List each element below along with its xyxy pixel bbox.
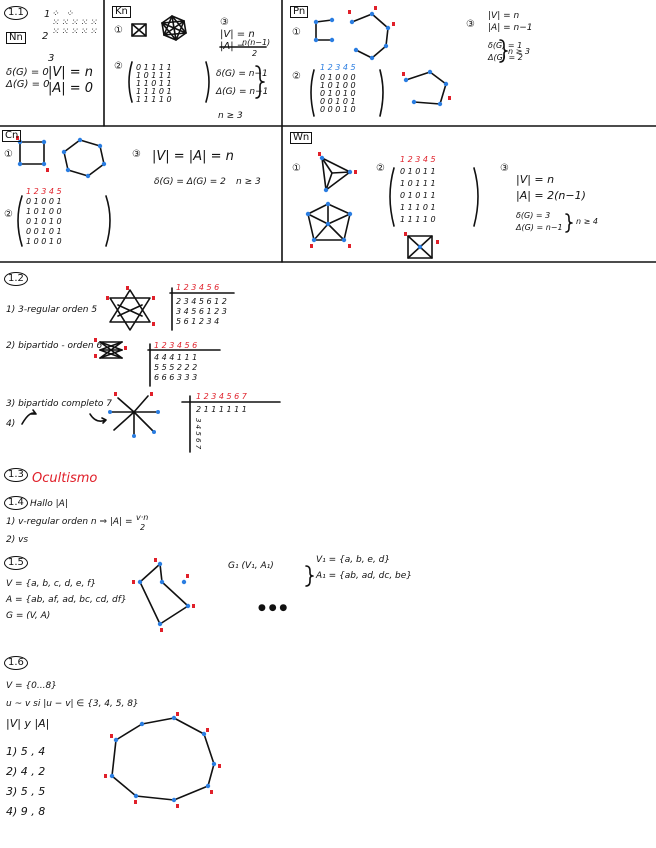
section-1-2-badge: 1.2 [4,272,28,286]
s16-answer-2: 2) 4 , 2 [6,765,46,778]
pn-matrix-row-4: 0 0 1 0 1 [320,97,356,106]
pn-delta-max: Δ(G) = 2 [488,53,523,62]
w6-graph [308,204,350,240]
pn-matrix-row-1: 0 1 0 0 0 [320,73,356,82]
s12-table2-row-1: 4 4 4 1 1 1 [154,353,198,362]
s15-subgraph-edges: A₁ = {ab, ad, dc, be} [316,571,413,581]
kn-matrix-row-2: 1 0 1 1 1 [136,71,172,80]
section-1-5-badge: 1.5 [4,556,28,570]
nn-vertex-count: |V| = n [48,65,94,80]
star-k16-graph [110,396,158,436]
wn-edge-count: |A| = 2(n−1) [516,189,586,202]
nn-k1: 1 [44,9,51,20]
s16-answer-4: 4) 9 , 8 [6,805,46,818]
cn-matrix-row-3: 0 1 0 1 0 [26,217,62,226]
s12-item-3: 3) bipartido completo 7 [6,399,112,409]
pn-matrix-header: 1 2 3 4 5 [320,63,356,72]
wn-matrix-row-3: 0 1 0 1 1 [400,191,436,200]
cn-matrix-row-1: 0 1 0 0 1 [26,197,62,206]
pn-item-1: ① [292,27,301,38]
section-1-3-badge: 1.3 [4,468,28,482]
cn-matrix-row-4: 0 0 1 0 1 [26,227,62,236]
wn-delta-max: Δ(G) = n−1 [516,223,563,232]
curved-arrow-4 [22,410,36,424]
kn-matrix-row-5: 1 1 1 1 0 [136,95,172,104]
s12-table3-column: 3 4 5 6 7 [194,418,202,450]
pn-matrix-row-3: 0 1 0 1 0 [320,89,356,98]
nn-k3: 3 [48,53,55,64]
kn-item-2: ② [114,61,123,72]
s15-edge-set: A = {ab, af, ad, bc, cd, df} [6,595,127,605]
cn-item-3: ③ [132,149,141,160]
cn-item-2: ② [4,209,13,220]
kn-item-3: ③ [220,17,229,28]
kn-edge-count-lhs: |A| = [220,41,246,52]
w4-graph [322,158,350,190]
s12-table1-row-1: 2 3 4 5 6 1 2 [176,297,227,306]
cn-vertex-edge-count: |V| = |A| = n [152,149,234,164]
kn-matrix-left-bracket [129,62,132,102]
k4-graph-icon [132,24,146,36]
wn-item-1: ① [292,163,301,174]
kn-delta-max: Δ(G) = n−1 [216,87,269,97]
nn-edge-count: |A| = 0 [48,81,94,96]
bipartite-k33-graph [100,342,122,358]
cn-matrix-header: 1 2 3 4 5 [26,187,62,196]
wn-condition: n ≥ 4 [576,217,598,226]
s12-table1-row-2: 3 4 5 6 1 2 3 [176,307,227,316]
p5-graph [406,72,446,104]
kn-matrix-right-bracket [206,62,209,102]
s12-table2-row-2: 5 5 5 2 2 2 [154,363,198,372]
cn-matrix-right-bracket [106,196,110,246]
wn-matrix-header: 1 2 3 4 5 [400,155,436,164]
section-1-3-title: Ocultismo [32,471,98,486]
cn-matrix-row-2: 1 0 1 0 0 [26,207,62,216]
star-hexagram-graph [110,290,150,330]
pn-item-2: ② [292,71,301,82]
s12-table3-row-1: 2 1 1 1 1 1 1 [196,405,247,414]
pn-edge-count: |A| = n−1 [488,23,533,33]
wn-item-2: ② [376,163,385,174]
section-1-1-badge: 1.1 [4,6,28,20]
wn-delta-min: δ(G) = 3 [516,211,551,220]
s16-question: |V| y |A| [6,717,50,730]
p4-graph [316,20,332,40]
s12-table1-header: 1 2 3 4 5 6 [176,283,220,292]
s14-fraction-den: 2 [140,523,146,532]
wn-matrix-right-bracket [474,168,478,226]
wn-matrix-row-2: 1 0 1 1 1 [400,179,436,188]
c4-graph [20,142,44,164]
wn-vertex-count: |V| = n [516,173,555,186]
wn-matrix-left-bracket [390,168,394,226]
s16-answer-3: 3) 5 , 5 [6,785,46,798]
g1-brace [306,566,313,586]
kn-edge-count-num: n(n−1) [242,38,271,47]
s14-item-1: 1) v-regular orden n ⇒ |A| = [6,517,133,527]
pn-matrix-row-5: 0 0 0 1 0 [320,105,356,114]
k6-graph [162,16,186,40]
section-1-4-badge: 1.4 [4,496,28,510]
wn-matrix-row-5: 1 1 1 1 0 [400,215,436,224]
s12-item-2: 2) bipartido - orden 6 [6,341,103,351]
kn-matrix-row-1: 0 1 1 1 1 [136,63,172,72]
pn-matrix-left-bracket [311,70,314,116]
nn-delta-min: δ(G) = 0 [6,67,49,78]
kn-delta-min: δ(G) = n−1 [216,69,268,79]
cn-item-1: ① [4,149,13,160]
kn-condition: n ≥ 3 [218,111,243,121]
cn-matrix-left-bracket [18,196,22,246]
nn-dot-grid: ⁘ ⁘ ⁙⁙⁙⁙⁙ ⁙⁙⁙⁙⁙ [52,9,100,37]
pn-condition: n ≥ 3 [508,47,530,56]
pn-matrix-row-2: 1 0 1 0 0 [320,81,356,90]
s15-vertex-set: V = {a, b, c, d, e, f} [6,579,97,589]
wn-brace [566,214,572,232]
s12-table2-row-3: 6 6 6 3 3 3 [154,373,198,382]
cn-matrix-row-5: 1 0 0 1 0 [26,237,62,246]
pn-vertex-count: |V| = n [488,11,520,21]
s15-subgraph-vertices: V₁ = {a, b, e, d} [316,555,391,565]
kn-vertex-count: |V| = n [220,29,255,40]
graph-1-5 [140,564,188,624]
s16-vertex-set: V = {0...8} [6,681,57,691]
s16-answer-1: 1) 5 , 4 [6,745,46,758]
s12-table2-header: 1 2 3 4 5 6 [154,341,198,350]
kn-item-1: ① [114,25,123,36]
nn-label: Nn [6,32,26,44]
pn-delta-min: δ(G) = 1 [488,41,523,50]
s14-item-2: 2) vs [6,535,29,545]
s15-ellipsis: ● ● ● [258,603,288,613]
kn-label: Kn [112,6,131,18]
s12-table3-header: 1 2 3 4 5 6 7 [196,392,247,401]
s12-table1-row-3: 5 6 1 2 3 4 [176,317,220,326]
pn-label: Pn [290,6,308,18]
cn-degrees: δ(G) = Δ(G) = 2 [154,177,226,187]
pn-matrix-right-bracket [380,70,383,116]
s15-subgraph-def: G₁ (V₁, A₁) [228,561,274,571]
kn-edge-count-den: 2 [252,49,258,58]
cn-label: Cn [2,130,21,142]
kn-matrix-row-4: 1 1 1 0 1 [136,87,172,96]
wn-matrix-row-4: 1 1 1 0 1 [400,203,436,212]
nn-k2: 2 [42,31,49,42]
s15-graph-def: G = (V, A) [6,611,51,621]
kn-matrix-row-3: 1 1 0 1 1 [136,79,172,88]
wn-label: Wn [290,132,312,144]
s14-fraction-num: v·n [136,513,149,522]
wn-matrix-row-1: 0 1 0 1 1 [400,167,436,176]
pn-item-3: ③ [466,19,475,30]
s12-item-1: 1) 3-regular orden 5 [6,305,98,315]
graph-1-6 [112,718,214,800]
s16-adjacency-rule: u ~ v si |u − v| ∈ {3, 4, 5, 8} [6,699,139,709]
curved-arrow-7 [90,414,106,423]
section-1-6-badge: 1.6 [4,656,28,670]
s12-item-4: 4) [6,419,16,429]
wn-item-3: ③ [500,163,509,174]
nn-delta-max: Δ(G) = 0 [6,79,50,90]
s14-heading: Hallo |A| [30,499,68,509]
cn-condition: n ≥ 3 [236,177,261,187]
